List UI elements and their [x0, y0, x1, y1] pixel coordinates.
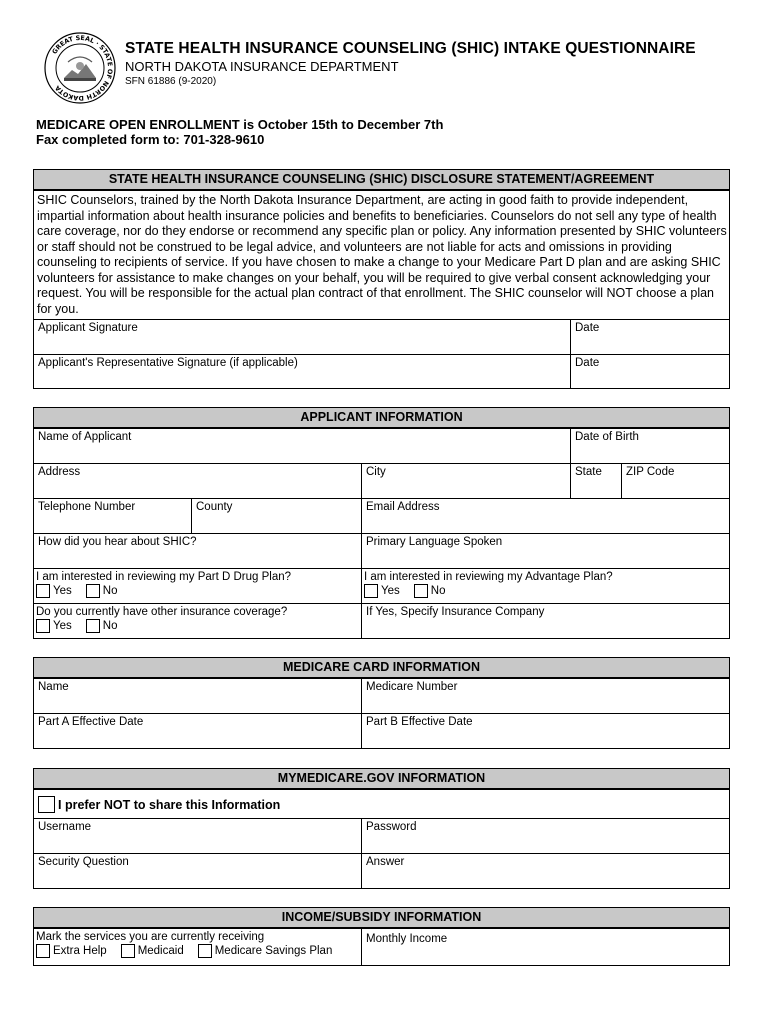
telephone-field[interactable]: [33, 498, 192, 534]
medicaid-label: Medicaid: [137, 945, 184, 957]
address-field[interactable]: [33, 463, 362, 499]
part-d-interest-group: [33, 568, 362, 604]
other-coverage-question: Do you currently have other insurance coverage?: [36, 606, 288, 618]
mymedicare-heading: MYMEDICARE.GOV INFORMATION: [33, 768, 730, 789]
how-heard-label: How did you hear about SHIC?: [38, 536, 197, 548]
checkbox[interactable]: [86, 584, 100, 598]
yes-label: Yes: [53, 620, 72, 632]
disclosure-heading: STATE HEALTH INSURANCE COUNSELING (SHIC) DISCLOSURE STATEMENT/AGREEMENT: [33, 169, 730, 190]
income-subsidy-heading: INCOME/SUBSIDY INFORMATION: [33, 907, 730, 928]
applicant-signature-label: Applicant Signature: [38, 322, 138, 334]
answer-field[interactable]: [361, 853, 730, 889]
extra-help-option[interactable]: [36, 944, 107, 958]
advantage-no-option[interactable]: [414, 584, 446, 598]
monthly-income-field[interactable]: [361, 928, 730, 966]
date-of-birth-label: Date of Birth: [575, 431, 639, 443]
no-label: No: [102, 585, 118, 597]
checkbox[interactable]: [36, 619, 50, 633]
applicant-signature-date-field[interactable]: [570, 319, 730, 355]
no-label: No: [102, 620, 118, 632]
username-field[interactable]: [33, 818, 362, 854]
representative-signature-label: Applicant's Representative Signature (if applicable): [38, 357, 298, 369]
monthly-income-label: Monthly Income: [366, 933, 448, 945]
prefer-not-share-row: [33, 789, 730, 819]
county-label: County: [196, 501, 233, 513]
part-b-date-field[interactable]: [361, 713, 730, 749]
checkbox[interactable]: [414, 584, 428, 598]
primary-language-field[interactable]: [361, 533, 730, 569]
advantage-question: I am interested in reviewing my Advantage Plan?: [364, 571, 613, 583]
checkbox[interactable]: [364, 584, 378, 598]
applicant-name-label: Name of Applicant: [38, 431, 132, 443]
applicant-name-field[interactable]: [33, 428, 571, 464]
checkbox[interactable]: [38, 796, 55, 813]
advantage-yes-option[interactable]: [364, 584, 400, 598]
medicare-name-label: Name: [38, 681, 69, 693]
medicare-savings-option[interactable]: [198, 944, 333, 958]
security-question-field[interactable]: [33, 853, 362, 889]
username-label: Username: [38, 821, 92, 833]
password-label: Password: [366, 821, 417, 833]
enrollment-notice: [36, 117, 443, 147]
part-a-date-label: Part A Effective Date: [38, 716, 144, 728]
security-question-label: Security Question: [38, 856, 129, 868]
medicare-savings-label: Medicare Savings Plan: [214, 945, 333, 957]
state-field[interactable]: [570, 463, 622, 499]
fax-number-text: Fax completed form to: 701-328-9610: [36, 132, 265, 147]
other-coverage-no-option[interactable]: [86, 619, 118, 633]
advantage-interest-group: [361, 568, 730, 604]
date-label: Date: [575, 322, 600, 334]
date-of-birth-field[interactable]: [570, 428, 730, 464]
form-title: STATE HEALTH INSURANCE COUNSELING (SHIC) INTAKE QUESTIONNAIRE: [125, 40, 696, 57]
services-group: [33, 928, 362, 966]
applicant-signature-field[interactable]: [33, 319, 571, 355]
zip-code-field[interactable]: [621, 463, 730, 499]
no-label: No: [430, 585, 446, 597]
insurance-company-label: If Yes, Specify Insurance Company: [366, 606, 545, 618]
part-d-no-option[interactable]: [86, 584, 118, 598]
prefer-not-share-option[interactable]: [38, 796, 729, 813]
city-field[interactable]: [361, 463, 571, 499]
other-coverage-group: [33, 603, 362, 639]
prefer-not-share-label: I prefer NOT to share this Information: [58, 797, 281, 812]
insurance-company-field[interactable]: [361, 603, 730, 639]
services-question: Mark the services you are currently receiving: [36, 931, 265, 943]
enrollment-period-text: MEDICARE OPEN ENROLLMENT is October 15th to December 7th: [36, 117, 444, 132]
checkbox[interactable]: [36, 584, 50, 598]
yes-label: Yes: [381, 585, 400, 597]
medicare-name-field[interactable]: [33, 678, 362, 714]
part-d-question: I am interested in reviewing my Part D Drug Plan?: [36, 571, 292, 583]
medicare-number-field[interactable]: [361, 678, 730, 714]
representative-signature-date-field[interactable]: [570, 354, 730, 389]
part-d-yes-option[interactable]: [36, 584, 72, 598]
telephone-label: Telephone Number: [38, 501, 136, 513]
county-field[interactable]: [191, 498, 362, 534]
primary-language-label: Primary Language Spoken: [366, 536, 503, 548]
email-field[interactable]: [361, 498, 730, 534]
part-b-date-label: Part B Effective Date: [366, 716, 473, 728]
part-a-date-field[interactable]: [33, 713, 362, 749]
city-label: City: [366, 466, 386, 478]
medicare-number-label: Medicare Number: [366, 681, 458, 693]
checkbox[interactable]: [198, 944, 212, 958]
zip-code-label: ZIP Code: [626, 466, 675, 478]
medicare-card-heading: MEDICARE CARD INFORMATION: [33, 657, 730, 678]
answer-label: Answer: [366, 856, 405, 868]
applicant-information-heading: APPLICANT INFORMATION: [33, 407, 730, 428]
representative-signature-field[interactable]: [33, 354, 571, 389]
date-label: Date: [575, 357, 600, 369]
checkbox[interactable]: [36, 944, 50, 958]
email-label: Email Address: [366, 501, 440, 513]
other-coverage-yes-option[interactable]: [36, 619, 72, 633]
svg-text:GREAT SEAL · STATE OF NORTH DA: GREAT SEAL · STATE OF NORTH DAKOTA: [50, 33, 115, 103]
extra-help-label: Extra Help: [53, 945, 107, 957]
state-label: State: [575, 466, 602, 478]
medicaid-option[interactable]: [121, 944, 184, 958]
checkbox[interactable]: [86, 619, 100, 633]
state-seal-logo: [44, 32, 116, 104]
password-field[interactable]: [361, 818, 730, 854]
form-number: SFN 61886 (9-2020): [125, 76, 217, 87]
address-label: Address: [38, 466, 81, 478]
checkbox[interactable]: [121, 944, 135, 958]
disclosure-text: SHIC Counselors, trained by the North Dakota Insurance Department, are acting in good faith to provide independent, impartial information about health insurance policies and benefits to beneficiaries. Counselors do not sell any type of health care coverage, nor do they endorse or recommend any specific plan or policy. Any information presented by SHIC volunteers or staff should not be construed to be legal advice, and volunteers are not liable for acts and omissions in providing counseling to recipients of service. If you have chosen to make a change to your Medicare Part D plan and are asking SHIC volunteers for assistance to make changes on your behalf, you will be required to give verbal consent acknowledging your request. You will be responsible for the actual plan contract of that enrollment. The SHIC counselor will NOT choose a plan for you.: [33, 190, 730, 320]
yes-label: Yes: [53, 585, 72, 597]
department-name: NORTH DAKOTA INSURANCE DEPARTMENT: [125, 59, 399, 74]
how-heard-field[interactable]: [33, 533, 362, 569]
